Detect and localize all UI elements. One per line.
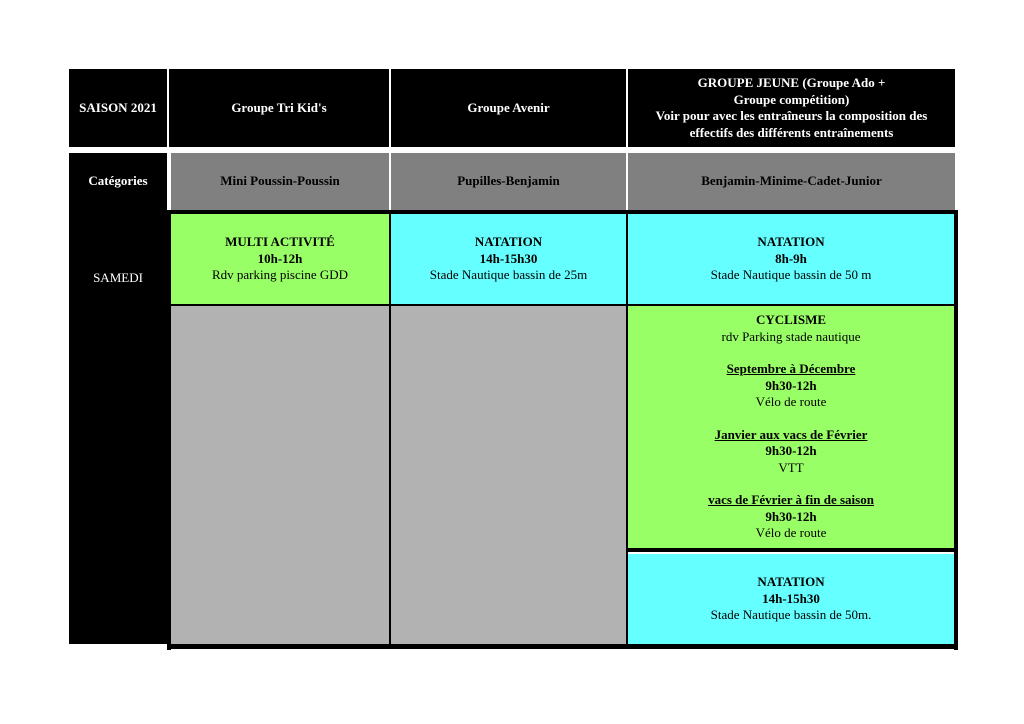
session-title: CYCLISME xyxy=(755,312,827,328)
empty-cell-avenir xyxy=(391,306,626,644)
day-label: SAMEDI xyxy=(93,270,143,285)
categories-label: Catégories xyxy=(88,173,148,189)
grid-frame-right xyxy=(954,210,958,650)
session-time: 10h-12h xyxy=(257,250,303,266)
grid-line-horizontal-1 xyxy=(171,304,954,306)
category-tri-kids-text: Mini Poussin-Poussin xyxy=(220,173,340,189)
categories-label-cell xyxy=(69,153,167,210)
group-avenir-label: Groupe Avenir xyxy=(467,99,550,115)
group-jeune-header xyxy=(628,69,955,147)
category-tri-kids xyxy=(171,153,389,210)
cyclisme-time-1: 9h30-12h xyxy=(765,377,817,393)
cyclisme-bike-1: Vélo de route xyxy=(755,394,827,410)
cyclisme-bike-2: VTT xyxy=(778,459,804,475)
session-title: NATATION xyxy=(474,234,543,250)
session-place: Stade Nautique bassin de 25m xyxy=(429,267,588,283)
session-natation-avenir xyxy=(391,214,626,304)
group-tri-kids-header xyxy=(169,69,389,147)
session-place: Stade Nautique bassin de 50 m xyxy=(710,267,872,283)
cyclisme-time-3: 9h30-12h xyxy=(765,508,817,524)
cyclisme-period-1: Septembre à Décembre xyxy=(726,361,856,377)
cyclisme-time-2: 9h30-12h xyxy=(765,443,817,459)
cyclisme-bike-3: Vélo de route xyxy=(755,525,827,541)
session-time: 8h-9h xyxy=(775,250,807,266)
group-jeune-line-2: Groupe compétition) xyxy=(733,91,850,107)
session-place: rdv Parking stade nautique xyxy=(721,328,861,344)
session-place: Stade Nautique bassin de 50m. xyxy=(710,607,872,623)
day-cell xyxy=(69,210,167,644)
grid-line-horizontal-2 xyxy=(628,548,954,552)
session-time: 14h-15h30 xyxy=(479,250,538,266)
category-jeune-text: Benjamin-Minime-Cadet-Junior xyxy=(701,173,882,189)
group-avenir-header xyxy=(391,69,626,147)
cyclisme-period-2: Janvier aux vacs de Février xyxy=(714,426,868,442)
session-title: NATATION xyxy=(757,574,825,590)
grid-line-vertical-2 xyxy=(626,214,628,644)
category-avenir-text: Pupilles-Benjamin xyxy=(457,173,560,189)
grid-line-vertical-1 xyxy=(389,214,391,644)
group-jeune-line-1: GROUPE JEUNE (Groupe Ado + xyxy=(697,75,886,90)
category-jeune xyxy=(628,153,955,210)
session-title: MULTI ACTIVITÉ xyxy=(225,234,335,250)
season-label: SAISON 2021 xyxy=(79,99,157,115)
group-jeune-line-4: effectifs des différents entraînements xyxy=(689,124,894,140)
category-avenir xyxy=(391,153,626,210)
session-title: NATATION xyxy=(757,234,825,250)
group-tri-kids-label: Groupe Tri Kid's xyxy=(231,99,327,115)
session-place: Rdv parking piscine GDD xyxy=(211,267,349,283)
empty-cell-tri-kids xyxy=(171,306,389,644)
session-multi-activite xyxy=(171,214,389,304)
grid-frame-bottom xyxy=(167,644,958,649)
session-cyclisme xyxy=(628,306,954,548)
session-natation-jeune-afternoon xyxy=(628,552,954,644)
cyclisme-period-3: vacs de Février à fin de saison xyxy=(708,492,874,508)
session-natation-jeune-morning xyxy=(628,214,954,304)
session-time: 14h-15h30 xyxy=(762,590,820,606)
season-header xyxy=(69,69,167,147)
group-jeune-line-3: Voir pour avec les entraîneurs la composition des xyxy=(655,108,928,123)
